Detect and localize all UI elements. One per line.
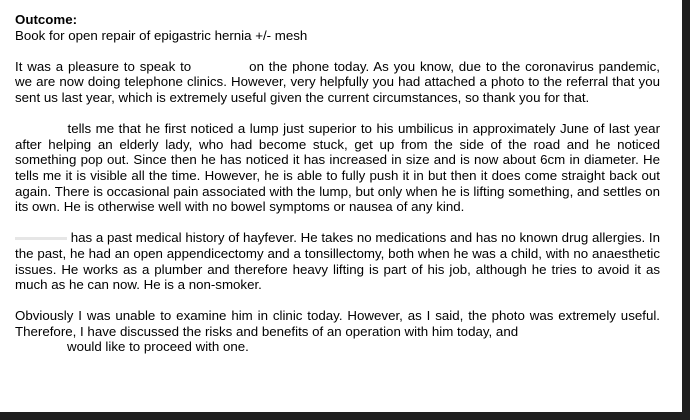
paragraph-history-text: tells me that he first noticed a lump just superior to his umbilicus in approximately June of last year after helping an elderly lady, who had become stuck, get up from the side of the road and he noticed something pop out. Since then he has noticed it has increased in size and is now about 6cm in diameter. He tells me it is visible all the time. However, he is able to fully push it in but then it does come straight back out again. There is occasional pain associated with the lump, but only when he is lifting something, and settles on its own. He is otherwise well with no bowel symptoms or nausea of any kind. <box>15 121 660 215</box>
letter-body <box>15 12 660 355</box>
redacted-name <box>15 237 67 240</box>
paragraph-plan: Obviously I was unable to examine him in clinic today. However, as I said, the photo was extremely useful. Therefore, I have discussed the risks and benefits of an operation with him today, and <box>15 308 660 339</box>
paragraph-medical-text: has a past medical history of hayfever. He takes no medications and has no known drug allergies. In the past, he had an open appendicectomy and a tonsillectomy, both when he was a child, with no anaesthetic issues. He works as a plumber and therefore heavy lifting is part of his job, although he tries to avoid it as much as he can now. He is a non-smoker. <box>15 230 660 293</box>
paragraph-intro <box>15 59 660 106</box>
paragraph-medical <box>15 230 660 292</box>
paragraph-plan-last <box>15 339 660 355</box>
outcome-heading: Outcome: <box>15 12 78 27</box>
paragraph-plan-last-text: would like to proceed with one. <box>67 339 249 355</box>
redacted-name <box>15 350 67 351</box>
paragraph-history <box>15 121 660 215</box>
paragraph-intro-start: It was a pleasure to speak to <box>15 58 192 74</box>
outcome-line: Book for open repair of epigastric hernia +/- mesh <box>15 27 308 43</box>
paragraph-intro-rest: on the phone today. As you know, due to the coronavirus pandemic, we are now doing telephone clinics. However, very helpfully you had attached a photo to the referral that you sent us last year, which is extremely useful given the current circumstances, so thank you for that. <box>15 58 661 105</box>
redacted-name <box>191 70 249 71</box>
